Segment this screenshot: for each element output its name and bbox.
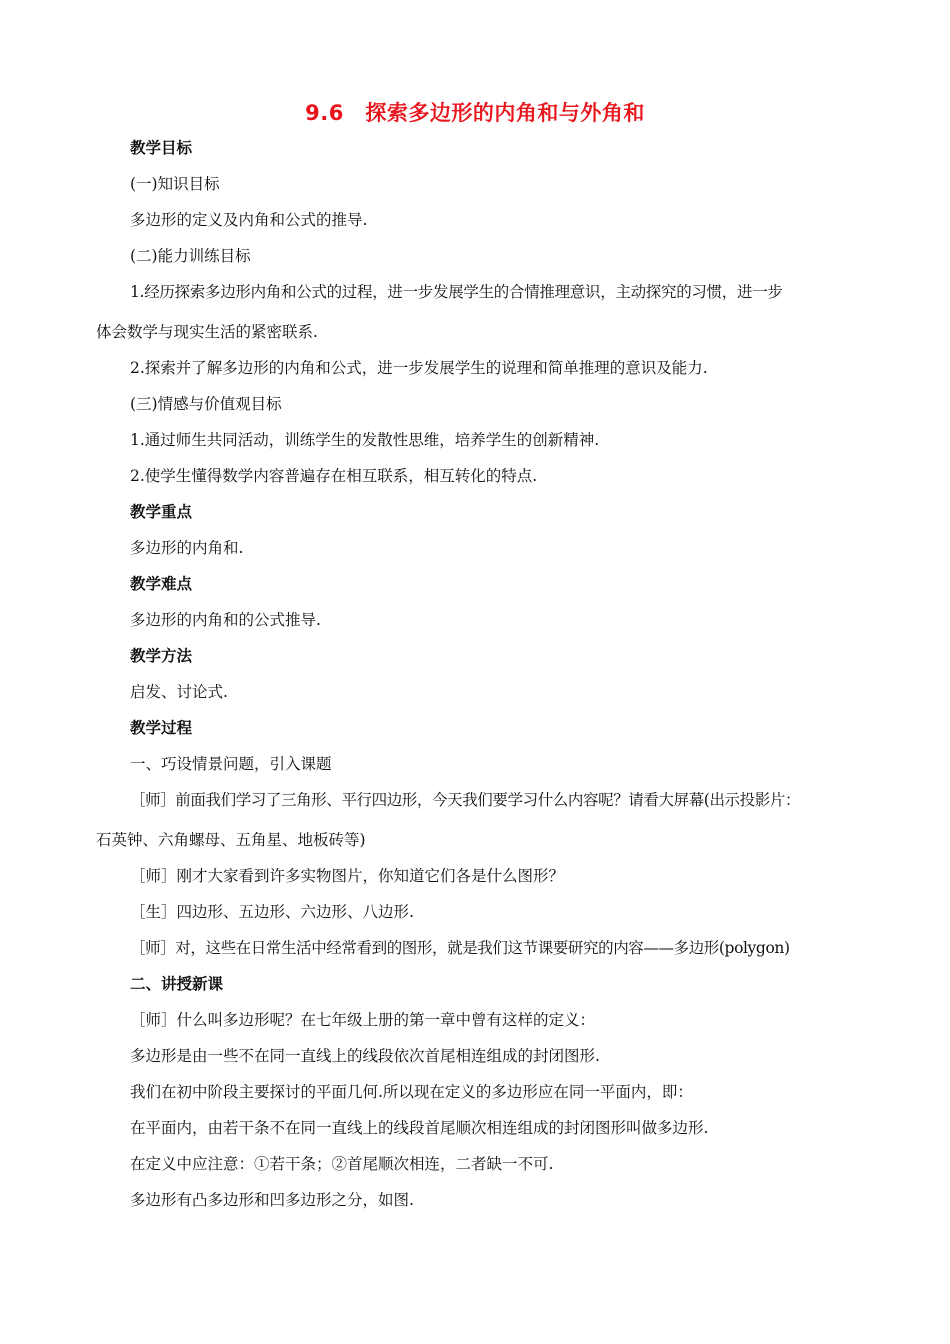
paragraph-line: 2.使学生懂得数学内容普遍存在相互联系，相互转化的特点.: [130, 467, 538, 485]
section-heading-intro: 一、巧设情景问题，引入课题: [130, 755, 332, 773]
subheading-knowledge-goals: (一)知识目标: [130, 175, 220, 193]
subheading-ability-goals: (二)能力训练目标: [130, 247, 251, 265]
paragraph-line: 1.通过师生共同活动，训练学生的发散性思维，培养学生的创新精神.: [130, 431, 600, 449]
paragraph-line: ［师］对，这些在日常生活中经常看到的图形，就是我们这节课要研究的内容——多边形(polygon): [130, 939, 790, 957]
paragraph-line: 多边形有凸多边形和凹多边形之分，如图.: [130, 1191, 414, 1209]
paragraph-line: 多边形是由一些不在同一直线上的线段依次首尾相连组成的封闭图形.: [130, 1047, 600, 1065]
paragraph-line: ［师］什么叫多边形呢？在七年级上册的第一章中曾有这样的定义：: [130, 1011, 596, 1029]
heading-teaching-process: 教学过程: [130, 719, 193, 737]
paragraph-line: 在定义中应注意：①若干条；②首尾顺次相连，二者缺一不可.: [130, 1155, 554, 1173]
paragraph-line: 启发、讨论式.: [130, 683, 228, 701]
paragraph-line: 多边形的定义及内角和公式的推导.: [130, 211, 368, 229]
paragraph-line: 石英钟、六角螺母、五角星、地板砖等): [96, 831, 366, 849]
paragraph-line: 体会数学与现实生活的紧密联系.: [96, 323, 318, 341]
paragraph-line: 2.探索并了解多边形的内角和公式，进一步发展学生的说理和简单推理的意识及能力.: [130, 359, 708, 377]
paragraph-line: 1.经历探索多边形内角和公式的过程，进一步发展学生的合情推理意识，主动探究的习惯，进一步: [130, 283, 783, 301]
heading-difficult-points: 教学难点: [130, 575, 193, 593]
paragraph-line: 在平面内，由若干条不在同一直线上的线段首尾顺次相连组成的封闭图形叫做多边形.: [130, 1119, 709, 1137]
subheading-values-goals: (三)情感与价值观目标: [130, 395, 282, 413]
section-heading-new-lesson: 二、讲授新课: [130, 975, 224, 993]
heading-key-points: 教学重点: [130, 503, 193, 521]
document-title: 9.6 探索多边形的内角和与外角和: [305, 101, 645, 125]
paragraph-line: ［师］刚才大家看到许多实物图片，你知道它们各是什么图形？: [130, 867, 565, 885]
paragraph-line: 我们在初中阶段主要探讨的平面几何.所以现在定义的多边形应在同一平面内，即：: [130, 1083, 693, 1101]
paragraph-line: 多边形的内角和.: [130, 539, 244, 557]
heading-teaching-goals: 教学目标: [130, 139, 193, 157]
paragraph-line: ［生］四边形、五边形、六边形、八边形.: [130, 903, 414, 921]
paragraph-line: 多边形的内角和的公式推导.: [130, 611, 321, 629]
paragraph-line: ［师］前面我们学习了三角形、平行四边形，今天我们要学习什么内容呢？请看大屏幕(出示投影片：: [130, 791, 801, 809]
heading-teaching-methods: 教学方法: [130, 647, 193, 665]
